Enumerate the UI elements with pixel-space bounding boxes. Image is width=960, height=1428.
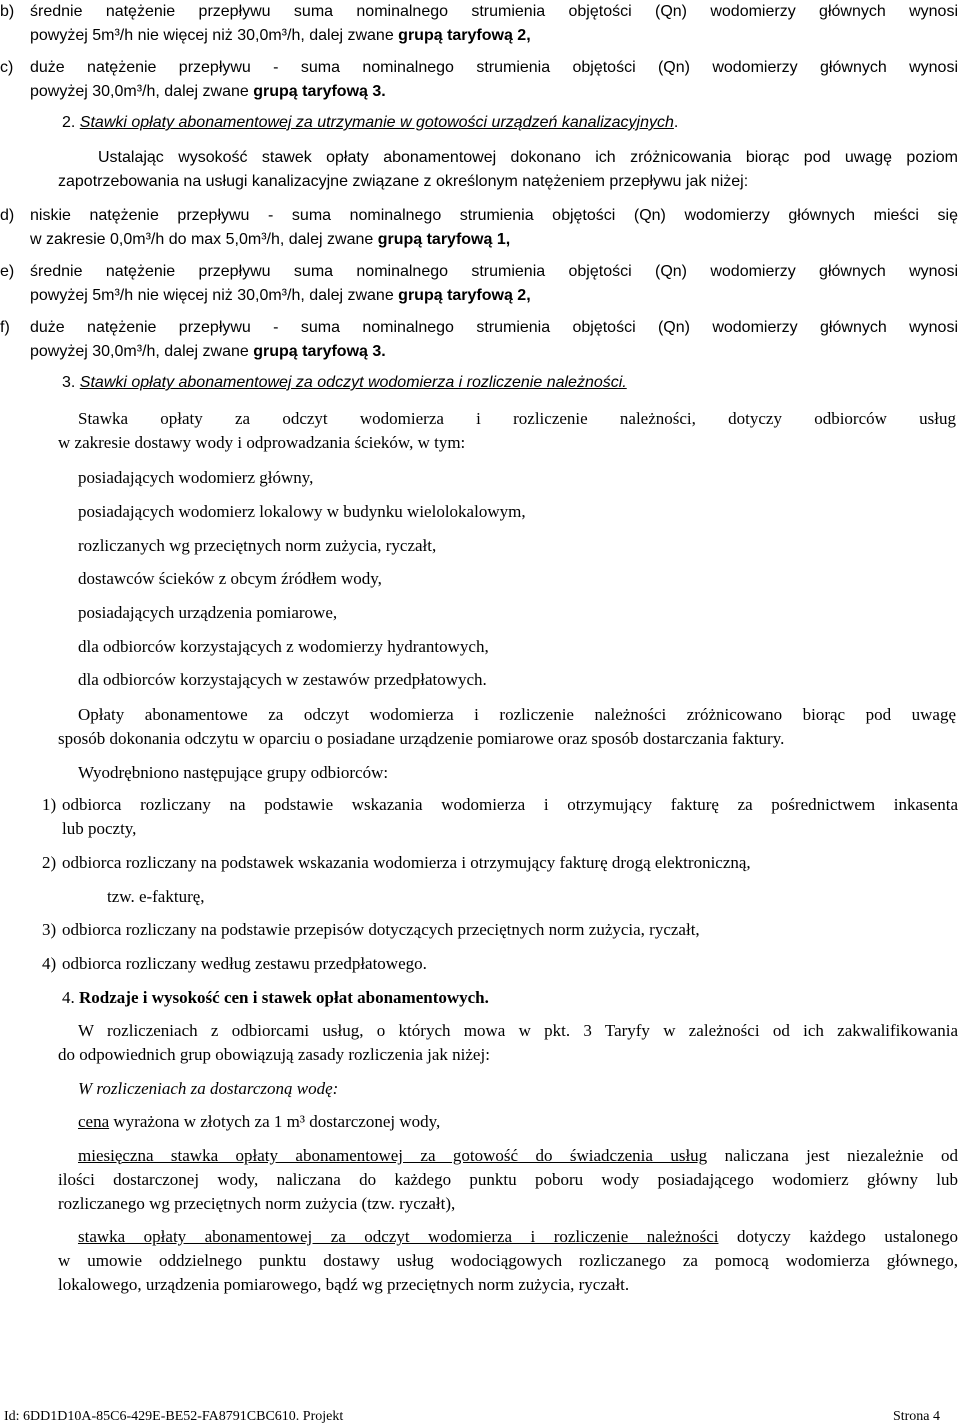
page-number: Strona 4	[892, 1409, 940, 1424]
section-3-heading	[62, 371, 942, 395]
tariff-c-line2: powyżej 30,0m³/h, dalej zwane	[30, 83, 254, 100]
tariff-group-b	[0, 0, 958, 48]
section-trail: .	[673, 114, 679, 131]
tariff-b-line2: powyżej 5m³/h nie więcej niż 30,0m³/h, dalej zwane	[30, 27, 399, 44]
fees-line2: sposób dokonania odczytu w oparciu o posiadane urządzenie pomiarowe oraz sposób dostarczania faktury.	[58, 729, 785, 748]
tariff-d-line2: w zakresie 0,0m³/h do max 5,0m³/h, dalej zwane	[30, 231, 378, 248]
recipient-group-3	[42, 918, 942, 942]
reading-fee-line1: dotyczy każdego ustalonego	[718, 1227, 958, 1246]
list-marker: 1)	[42, 795, 57, 814]
settle-line2: do odpowiednich grup obowiązują zasady rozliczenia jak niżej:	[58, 1045, 490, 1064]
monthly-fee-line2: ilości dostarczonej wody, naliczana do każdego punktu poboru wody posiadającego wodomierz główny lub	[58, 1170, 958, 1189]
monthly-fee-paragraph	[58, 1144, 958, 1216]
tariff-e-line1: średnie natężenie przepływu suma nominalnego strumienia objętości (Qn) wodomierzy głównych wynosi	[30, 263, 958, 280]
fees-paragraph	[58, 703, 956, 751]
recipient-group-2	[42, 851, 942, 875]
section-number: 2.	[62, 114, 76, 131]
intro2-line1: Ustalając wysokość stawek opłaty abonamentowej dokonano ich zróżnicowania biorąc pod uwagę poziom	[98, 149, 958, 166]
recipient-item: dostawców ścieków z obcym źródłem wody,	[78, 569, 382, 588]
tariff-group-f	[0, 316, 958, 364]
group-4-line1: odbiorca rozliczany według zestawu przedpłatowego.	[62, 954, 427, 973]
tariff-b-line1: średnie natężenie przepływu suma nominalnego strumienia objętości (Qn) wodomierzy głównych wynosi	[30, 3, 958, 20]
intro3-line2: w zakresie dostawy wody i odprowadzania ścieków, w tym:	[58, 433, 466, 452]
price-term: cena	[78, 1112, 110, 1131]
tariff-f-line2: powyżej 30,0m³/h, dalej zwane	[30, 343, 254, 360]
tariff-c-group: grupą taryfową 3.	[253, 83, 386, 100]
list-marker: b)	[0, 3, 15, 20]
reading-fee-line2: w umowie oddzielnego punktu dostawy usług wodociągowych rozliczanego za pomocą wodomierza głównego,	[58, 1251, 958, 1270]
recipient-item: posiadających wodomierz lokalowy w budynku wielolokalowym,	[78, 502, 526, 521]
tariff-group-d	[0, 204, 958, 252]
list-marker: 3)	[42, 920, 57, 939]
section-title: Rodzaje i wysokość cen i stawek opłat abonamentowych.	[79, 988, 489, 1007]
intro3-line1: Stawka opłaty za odczyt wodomierza i rozliczenie należności, dotyczy odbiorców usług	[78, 409, 956, 428]
section-3-intro	[58, 407, 956, 455]
groups-intro: Wyodrębniono następujące grupy odbiorców:	[78, 763, 389, 782]
recipient-item: posiadających wodomierz główny,	[78, 468, 314, 487]
reading-fee-paragraph	[58, 1225, 958, 1297]
section-title: Stawki opłaty abonamentowej za utrzymanie w gotowości urządzeń kanalizacyjnych	[79, 114, 674, 131]
recipient-item: rozliczanych wg przeciętnych norm zużycia, ryczałt,	[78, 536, 437, 555]
tariff-e-line2: powyżej 5m³/h nie więcej niż 30,0m³/h, dalej zwane	[30, 287, 399, 304]
settlement-paragraph	[58, 1019, 958, 1067]
list-marker: e)	[0, 263, 15, 280]
water-settlement-heading: W rozliczeniach za dostarczoną wodę:	[78, 1079, 339, 1098]
group-3-line1: odbiorca rozliczany na podstawie przepisów dotyczących przeciętnych norm zużycia, ryczałt,	[62, 920, 700, 939]
tariff-f-line1: duże natężenie przepływu - suma nominalnego strumienia objętości (Qn) wodomierzy głównych wynosi	[30, 319, 958, 336]
intro2-line2: zapotrzebowania na usługi kanalizacyjne związane z określonym natężeniem przepływu jak niżej:	[58, 173, 749, 190]
settle-line1: W rozliczeniach z odbiorcami usług, o których mowa w pkt. 3 Taryfy w zależności od ich zakwalifikowania	[78, 1021, 958, 1040]
page-footer	[4, 1408, 940, 1426]
monthly-fee-line1: naliczana jest niezależnie od	[707, 1146, 958, 1165]
list-marker: f)	[0, 319, 10, 336]
monthly-fee-line3: rozliczanego wg przeciętnych norm zużycia (tzw. ryczałt),	[58, 1194, 456, 1213]
recipient-item: dla odbiorców korzystających w zestawów przedpłatowych.	[78, 670, 487, 689]
recipient-group-1	[42, 793, 958, 841]
group-1-line2: lub poczty,	[62, 819, 137, 838]
section-2-heading	[62, 111, 942, 135]
reading-fee-term: stawka opłaty abonamentowej za odczyt wodomierza i rozliczenie należności	[78, 1227, 719, 1246]
section-number: 4.	[62, 988, 75, 1007]
group-2-line1: odbiorca rozliczany na podstawek wskazania wodomierza i otrzymujący fakturę drogą elektroniczną,	[62, 853, 751, 872]
tariff-f-group: grupą taryfową 3.	[253, 343, 386, 360]
reading-fee-line3: lokalowego, urządzenia pomiarowego, bądź wg przeciętnych norm zużycia, ryczałt.	[58, 1275, 630, 1294]
list-marker: d)	[0, 207, 15, 224]
fees-line1: Opłaty abonamentowe za odczyt wodomierza i rozliczenie należności zróżnicowano biorąc pod uwagę	[78, 705, 956, 724]
tariff-d-line1: niskie natężenie przepływu - suma nominalnego strumienia objętości (Qn) wodomierzy głównych mieści się	[30, 207, 958, 224]
recipient-item: posiadających urządzenia pomiarowe,	[78, 603, 338, 622]
list-marker: c)	[0, 59, 14, 76]
section-title: Stawki opłaty abonamentowej za odczyt wodomierza i rozliczenie należności.	[79, 374, 627, 391]
section-2-intro	[58, 146, 958, 194]
list-marker: 2)	[42, 853, 57, 872]
tariff-group-c	[0, 56, 958, 104]
price-desc: wyrażona w złotych za 1 m³ dostarczonej wody,	[109, 1112, 441, 1131]
tariff-e-group: grupą taryfową 2,	[398, 287, 531, 304]
tariff-d-group: grupą taryfową 1,	[377, 231, 511, 248]
group-1-line1: odbiorca rozliczany na podstawie wskazania wodomierza i otrzymujący fakturę za pośrednictwem inkasenta	[62, 795, 958, 814]
tariff-b-group: grupą taryfową 2,	[398, 27, 531, 44]
price-line	[78, 1110, 440, 1134]
group-2-line2: tzw. e-fakturę,	[107, 887, 205, 906]
section-4-heading	[62, 986, 942, 1010]
tariff-group-e	[0, 260, 958, 308]
document-id: Id: 6DD1D10A-85C6-429E-BE52-FA8791CBC610. Projekt	[4, 1409, 344, 1424]
list-marker: 4)	[42, 954, 57, 973]
recipient-group-4	[42, 952, 942, 976]
tariff-c-line1: duże natężenie przepływu - suma nominalnego strumienia objętości (Qn) wodomierzy głównych wynosi	[30, 59, 958, 76]
recipient-item: dla odbiorców korzystających z wodomierzy hydrantowych,	[78, 637, 489, 656]
section-number: 3.	[62, 374, 76, 391]
monthly-fee-term: miesięczna stawka opłaty abonamentowej za gotowość do świadczenia usług	[78, 1146, 708, 1165]
